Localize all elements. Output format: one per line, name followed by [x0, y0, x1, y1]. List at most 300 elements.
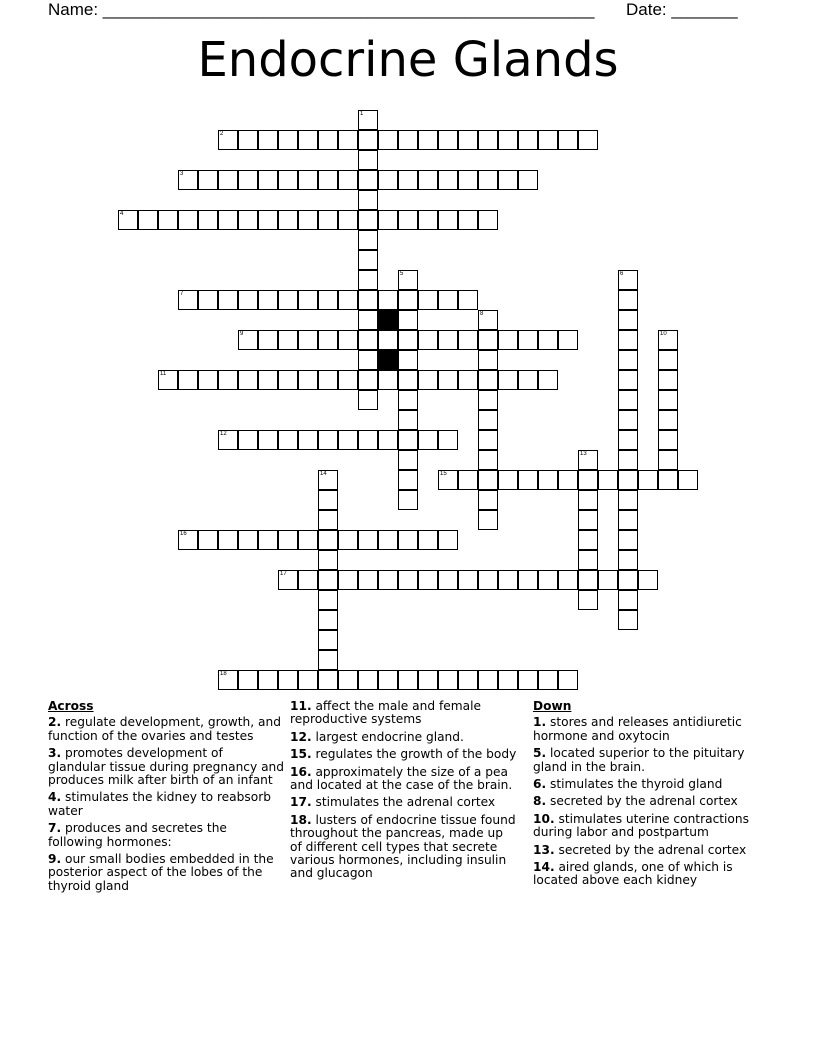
grid-cell[interactable]	[478, 430, 498, 450]
grid-cell[interactable]	[598, 470, 618, 490]
grid-cell[interactable]	[338, 570, 358, 590]
grid-cell[interactable]	[278, 330, 298, 350]
clue-num: 7.	[48, 821, 62, 836]
grid-cell[interactable]	[618, 510, 638, 530]
grid-cell[interactable]	[218, 670, 238, 690]
across-clue	[290, 796, 518, 809]
grid-cell[interactable]	[218, 370, 238, 390]
grid-cell[interactable]	[338, 670, 358, 690]
grid-cell[interactable]	[318, 170, 338, 190]
grid-cell[interactable]	[598, 570, 618, 590]
grid-cell[interactable]	[338, 210, 358, 230]
grid-cell[interactable]	[358, 190, 378, 210]
grid-cell[interactable]	[158, 370, 178, 390]
grid-cell[interactable]	[578, 590, 598, 610]
grid-cell[interactable]	[418, 330, 438, 350]
grid-cell[interactable]	[518, 370, 538, 390]
grid-cell[interactable]	[218, 130, 238, 150]
grid-cell[interactable]	[378, 430, 398, 450]
grid-cell[interactable]	[358, 110, 378, 130]
grid-cell[interactable]	[358, 230, 378, 250]
grid-cell[interactable]	[178, 170, 198, 190]
grid-cell[interactable]	[398, 570, 418, 590]
grid-cell[interactable]	[478, 490, 498, 510]
grid-cell[interactable]	[658, 430, 678, 450]
grid-cell[interactable]	[478, 130, 498, 150]
grid-cell[interactable]	[618, 450, 638, 470]
grid-cell[interactable]	[478, 450, 498, 470]
clue-number: 9	[240, 331, 244, 337]
grid-cell[interactable]	[298, 170, 318, 190]
grid-cell[interactable]	[418, 570, 438, 590]
grid-cell[interactable]	[298, 570, 318, 590]
grid-cell[interactable]	[578, 470, 598, 490]
grid-cell[interactable]	[258, 370, 278, 390]
grid-cell[interactable]	[658, 390, 678, 410]
clue-text: secreted by the adrenal cortex	[546, 794, 738, 809]
grid-cell[interactable]	[238, 530, 258, 550]
clue-number: 15	[440, 471, 447, 477]
grid-cell[interactable]	[558, 330, 578, 350]
grid-cell[interactable]	[438, 430, 458, 450]
grid-cell[interactable]	[318, 630, 338, 650]
grid-cell[interactable]	[538, 670, 558, 690]
grid-cell[interactable]	[138, 210, 158, 230]
grid-cell[interactable]	[398, 410, 418, 430]
clue-text: our small bodies embedded in the posterior aspect of the lobes of the thyroid gland	[48, 852, 274, 893]
grid-cell[interactable]	[258, 530, 278, 550]
grid-cell[interactable]	[258, 210, 278, 230]
clue-number: 17	[280, 571, 287, 577]
grid-cell[interactable]	[158, 210, 178, 230]
grid-cell[interactable]	[278, 670, 298, 690]
clue-num: 16.	[290, 764, 312, 779]
grid-cell[interactable]	[318, 330, 338, 350]
grid-cell[interactable]	[378, 130, 398, 150]
grid-cell[interactable]	[618, 430, 638, 450]
grid-cell[interactable]	[398, 670, 418, 690]
grid-cell[interactable]	[358, 130, 378, 150]
grid-cell[interactable]	[318, 550, 338, 570]
grid-cell[interactable]	[438, 570, 458, 590]
grid-cell[interactable]	[238, 290, 258, 310]
grid-cell[interactable]	[198, 530, 218, 550]
grid-cell[interactable]	[378, 670, 398, 690]
clue-number: 14	[320, 471, 327, 477]
grid-cell[interactable]	[378, 530, 398, 550]
grid-cell[interactable]	[418, 130, 438, 150]
grid-cell[interactable]	[478, 410, 498, 430]
grid-cell[interactable]	[218, 530, 238, 550]
grid-cell[interactable]	[478, 670, 498, 690]
grid-cell[interactable]	[618, 610, 638, 630]
grid-cell[interactable]	[458, 290, 478, 310]
grid-cell[interactable]	[178, 210, 198, 230]
grid-cell[interactable]	[398, 450, 418, 470]
across-clue	[290, 814, 518, 881]
grid-cell[interactable]	[538, 470, 558, 490]
grid-cell[interactable]	[278, 430, 298, 450]
grid-cell[interactable]	[358, 390, 378, 410]
grid-cell[interactable]	[378, 370, 398, 390]
grid-cell[interactable]	[458, 570, 478, 590]
down-heading: Down	[533, 699, 572, 713]
grid-cell[interactable]	[578, 570, 598, 590]
grid-cell[interactable]	[318, 370, 338, 390]
grid-cell[interactable]	[298, 430, 318, 450]
grid-cell[interactable]	[478, 470, 498, 490]
grid-cell[interactable]	[278, 170, 298, 190]
grid-cell[interactable]	[418, 430, 438, 450]
clue-text: stores and releases antidiuretic hormone and oxytocin	[533, 715, 742, 743]
grid-cell[interactable]	[378, 210, 398, 230]
grid-cell[interactable]	[358, 250, 378, 270]
grid-cell[interactable]	[538, 330, 558, 350]
grid-cell[interactable]	[518, 330, 538, 350]
grid-cell[interactable]	[658, 410, 678, 430]
grid-cell[interactable]	[478, 210, 498, 230]
clue-num: 5.	[533, 746, 547, 761]
grid-cell[interactable]	[358, 670, 378, 690]
grid-cell[interactable]	[418, 530, 438, 550]
grid-cell[interactable]	[298, 210, 318, 230]
grid-cell[interactable]	[298, 530, 318, 550]
grid-cell[interactable]	[658, 330, 678, 350]
grid-cell[interactable]	[238, 370, 258, 390]
grid-cell[interactable]	[398, 490, 418, 510]
grid-cell[interactable]	[438, 330, 458, 350]
clue-num: 12.	[290, 729, 312, 744]
page-title: Endocrine Glands	[197, 32, 619, 88]
grid-cell[interactable]	[538, 570, 558, 590]
grid-cell[interactable]	[298, 130, 318, 150]
clue-number: 18	[220, 671, 227, 677]
down-clue	[533, 795, 761, 808]
grid-cell[interactable]	[558, 470, 578, 490]
grid-cell[interactable]	[338, 170, 358, 190]
grid-cell[interactable]	[478, 330, 498, 350]
grid-cell[interactable]	[318, 590, 338, 610]
down-clue	[533, 716, 761, 743]
grid-cell[interactable]	[398, 270, 418, 290]
grid-cell[interactable]	[618, 410, 638, 430]
grid-cell[interactable]	[318, 510, 338, 530]
grid-cell[interactable]	[558, 130, 578, 150]
grid-cell[interactable]	[618, 590, 638, 610]
grid-cell[interactable]	[358, 330, 378, 350]
grid-cell[interactable]	[578, 530, 598, 550]
grid-cell[interactable]	[518, 130, 538, 150]
date-field-label: Date: _______	[626, 0, 738, 19]
grid-cell[interactable]	[398, 390, 418, 410]
grid-cell[interactable]	[458, 130, 478, 150]
across-clue	[48, 716, 284, 743]
grid-cell[interactable]	[198, 370, 218, 390]
grid-cell[interactable]	[498, 370, 518, 390]
grid-cell[interactable]	[438, 170, 458, 190]
grid-cell[interactable]	[218, 210, 238, 230]
grid-cell[interactable]	[298, 330, 318, 350]
grid-cell[interactable]	[418, 170, 438, 190]
grid-cell[interactable]	[478, 170, 498, 190]
grid-cell[interactable]	[478, 570, 498, 590]
grid-cell[interactable]	[358, 270, 378, 290]
grid-cell[interactable]	[618, 530, 638, 550]
grid-cell[interactable]	[338, 370, 358, 390]
down-clue	[533, 813, 761, 840]
grid-cell[interactable]	[218, 430, 238, 450]
grid-cell[interactable]	[398, 170, 418, 190]
across-heading: Across	[48, 699, 94, 713]
grid-cell[interactable]	[278, 210, 298, 230]
across-clue	[290, 731, 518, 744]
grid-cell[interactable]	[438, 470, 458, 490]
grid-cell[interactable]	[418, 670, 438, 690]
grid-cell[interactable]	[258, 330, 278, 350]
grid-cell[interactable]	[318, 570, 338, 590]
clue-text: stimulates the thyroid gland	[546, 777, 723, 792]
clue-number: 12	[220, 431, 227, 437]
grid-cell[interactable]	[358, 430, 378, 450]
clue-text: aired glands, one of which is located above each kidney	[533, 860, 733, 888]
grid-cell[interactable]	[318, 430, 338, 450]
grid-cell[interactable]	[398, 130, 418, 150]
grid-cell[interactable]	[578, 490, 598, 510]
grid-cell[interactable]	[238, 210, 258, 230]
grid-cell[interactable]	[358, 370, 378, 390]
grid-cell[interactable]	[318, 650, 338, 670]
down-clue	[533, 844, 761, 857]
grid-cell[interactable]	[318, 490, 338, 510]
grid-cell[interactable]	[618, 390, 638, 410]
grid-cell[interactable]	[458, 370, 478, 390]
grid-cell[interactable]	[638, 470, 658, 490]
across-clue	[290, 766, 518, 793]
grid-cell[interactable]	[358, 290, 378, 310]
grid-cell[interactable]	[318, 470, 338, 490]
grid-cell[interactable]	[578, 550, 598, 570]
grid-cell[interactable]	[438, 670, 458, 690]
clue-num: 17.	[290, 795, 312, 810]
grid-cell[interactable]	[678, 470, 698, 490]
grid-cell[interactable]	[378, 330, 398, 350]
grid-cell[interactable]	[178, 370, 198, 390]
clue-num: 18.	[290, 812, 312, 827]
grid-cell[interactable]	[438, 290, 458, 310]
grid-cell[interactable]	[658, 370, 678, 390]
clue-text: affect the male and female reproductive systems	[290, 699, 481, 727]
grid-cell[interactable]	[378, 290, 398, 310]
grid-cell[interactable]	[618, 350, 638, 370]
grid-cell[interactable]	[258, 130, 278, 150]
grid-cell[interactable]	[358, 210, 378, 230]
grid-cell[interactable]	[238, 170, 258, 190]
grid-cell[interactable]	[478, 310, 498, 330]
grid-cell[interactable]	[418, 370, 438, 390]
grid-cell[interactable]	[318, 130, 338, 150]
grid-cell[interactable]	[398, 210, 418, 230]
grid-cell[interactable]	[458, 470, 478, 490]
grid-cell[interactable]	[298, 290, 318, 310]
grid-cell[interactable]	[358, 530, 378, 550]
clue-text: stimulates the kidney to reabsorb water	[48, 790, 271, 818]
clue-num: 10.	[533, 811, 555, 826]
grid-cell[interactable]	[478, 350, 498, 370]
grid-cell[interactable]	[478, 370, 498, 390]
grid-cell[interactable]	[618, 470, 638, 490]
grid-cell[interactable]	[498, 470, 518, 490]
grid-cell[interactable]	[358, 310, 378, 330]
clue-text: secreted by the adrenal cortex	[554, 842, 747, 857]
name-field-label: Name: ____________________________________________________	[48, 0, 595, 19]
grid-cell[interactable]	[658, 450, 678, 470]
grid-cell[interactable]	[398, 330, 418, 350]
grid-cell[interactable]	[518, 670, 538, 690]
across-clue	[290, 700, 518, 727]
clue-text: regulates the growth of the body	[311, 747, 517, 762]
clue-number: 2	[220, 131, 224, 137]
across-clues-column-2	[290, 700, 518, 885]
grid-cell[interactable]	[618, 550, 638, 570]
grid-cell[interactable]	[258, 670, 278, 690]
grid-cell[interactable]	[458, 170, 478, 190]
grid-cell[interactable]	[618, 290, 638, 310]
grid-cell[interactable]	[558, 570, 578, 590]
grid-cell[interactable]	[198, 170, 218, 190]
grid-cell[interactable]	[458, 210, 478, 230]
clue-text: stimulates uterine contractions during labor and postpartum	[533, 811, 749, 840]
grid-cell[interactable]	[538, 130, 558, 150]
grid-cell[interactable]	[358, 150, 378, 170]
down-clue	[533, 861, 761, 888]
grid-cell[interactable]	[318, 210, 338, 230]
black-square	[378, 310, 398, 330]
clue-number: 10	[660, 331, 667, 337]
grid-cell[interactable]	[338, 330, 358, 350]
grid-cell[interactable]	[618, 370, 638, 390]
grid-cell[interactable]	[278, 290, 298, 310]
grid-cell[interactable]	[338, 130, 358, 150]
grid-cell[interactable]	[338, 530, 358, 550]
grid-cell[interactable]	[318, 290, 338, 310]
grid-cell[interactable]	[618, 490, 638, 510]
grid-cell[interactable]	[578, 130, 598, 150]
grid-cell[interactable]	[498, 670, 518, 690]
grid-cell[interactable]	[458, 670, 478, 690]
grid-cell[interactable]	[178, 290, 198, 310]
grid-cell[interactable]	[398, 470, 418, 490]
grid-cell[interactable]	[258, 290, 278, 310]
grid-cell[interactable]	[198, 290, 218, 310]
grid-cell[interactable]	[438, 210, 458, 230]
grid-cell[interactable]	[638, 570, 658, 590]
clue-num: 4.	[48, 790, 62, 805]
grid-cell[interactable]	[438, 370, 458, 390]
grid-cell[interactable]	[278, 530, 298, 550]
grid-cell[interactable]	[358, 170, 378, 190]
grid-cell[interactable]	[298, 670, 318, 690]
grid-cell[interactable]	[398, 430, 418, 450]
grid-cell[interactable]	[578, 510, 598, 530]
grid-cell[interactable]	[238, 430, 258, 450]
grid-cell[interactable]	[118, 210, 138, 230]
grid-cell[interactable]	[558, 670, 578, 690]
clue-number: 7	[180, 291, 184, 297]
grid-cell[interactable]	[618, 570, 638, 590]
grid-cell[interactable]	[498, 330, 518, 350]
grid-cell[interactable]	[658, 350, 678, 370]
grid-cell[interactable]	[398, 350, 418, 370]
grid-cell[interactable]	[358, 570, 378, 590]
grid-cell[interactable]	[578, 450, 598, 470]
clue-num: 2.	[48, 715, 62, 730]
grid-cell[interactable]	[518, 170, 538, 190]
grid-cell[interactable]	[378, 170, 398, 190]
clue-num: 15.	[290, 747, 312, 762]
grid-cell[interactable]	[178, 530, 198, 550]
grid-cell[interactable]	[318, 530, 338, 550]
grid-cell[interactable]	[278, 570, 298, 590]
down-clues-column	[533, 700, 761, 892]
grid-cell[interactable]	[398, 290, 418, 310]
grid-cell[interactable]	[538, 370, 558, 390]
grid-cell[interactable]	[618, 330, 638, 350]
across-clue	[48, 822, 284, 849]
grid-cell[interactable]	[438, 130, 458, 150]
grid-cell[interactable]	[238, 130, 258, 150]
grid-cell[interactable]	[218, 170, 238, 190]
grid-cell[interactable]	[618, 310, 638, 330]
grid-cell[interactable]	[238, 330, 258, 350]
grid-cell[interactable]	[358, 350, 378, 370]
grid-cell[interactable]	[298, 370, 318, 390]
grid-cell[interactable]	[318, 610, 338, 630]
grid-cell[interactable]	[518, 570, 538, 590]
grid-cell[interactable]	[498, 170, 518, 190]
grid-cell[interactable]	[238, 670, 258, 690]
grid-cell[interactable]	[398, 530, 418, 550]
across-clue	[48, 853, 284, 893]
grid-cell[interactable]	[278, 130, 298, 150]
grid-cell[interactable]	[418, 210, 438, 230]
grid-cell[interactable]	[518, 470, 538, 490]
grid-cell[interactable]	[398, 370, 418, 390]
clue-number: 6	[620, 271, 624, 277]
grid-cell[interactable]	[498, 570, 518, 590]
clue-number: 3	[180, 171, 184, 177]
grid-cell[interactable]	[618, 270, 638, 290]
grid-cell[interactable]	[318, 670, 338, 690]
grid-cell[interactable]	[398, 310, 418, 330]
grid-cell[interactable]	[438, 530, 458, 550]
grid-cell[interactable]	[378, 570, 398, 590]
grid-cell[interactable]	[478, 510, 498, 530]
grid-cell[interactable]	[338, 290, 358, 310]
grid-cell[interactable]	[258, 170, 278, 190]
grid-cell[interactable]	[658, 470, 678, 490]
grid-cell[interactable]	[418, 290, 438, 310]
grid-cell[interactable]	[258, 430, 278, 450]
down-clue	[533, 747, 761, 774]
clue-number: 5	[400, 271, 404, 277]
grid-cell[interactable]	[338, 430, 358, 450]
grid-cell[interactable]	[498, 130, 518, 150]
grid-cell[interactable]	[478, 390, 498, 410]
grid-cell[interactable]	[218, 290, 238, 310]
grid-cell[interactable]	[458, 330, 478, 350]
grid-cell[interactable]	[278, 370, 298, 390]
grid-cell[interactable]	[198, 210, 218, 230]
